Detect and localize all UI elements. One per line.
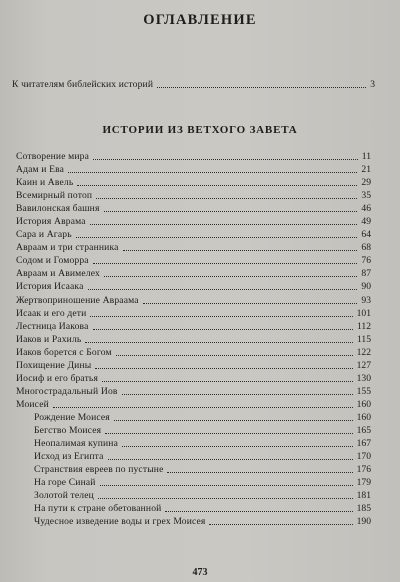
toc-entry xyxy=(16,398,371,411)
toc-entry-label: Многострадальный Иов xyxy=(16,385,118,397)
toc-entry xyxy=(34,450,371,463)
dot-leader xyxy=(122,393,353,395)
toc-entry-label: Авраам и три странника xyxy=(16,242,119,254)
dot-leader xyxy=(90,315,353,317)
dot-leader xyxy=(53,406,353,408)
toc-entry-page: 29 xyxy=(361,177,371,189)
toc-entry-page: 170 xyxy=(356,451,371,463)
dot-leader xyxy=(209,523,353,525)
toc-entry xyxy=(16,254,371,267)
toc-entry-label: Жертвоприношение Авраама xyxy=(16,294,139,306)
dot-leader xyxy=(76,236,357,238)
toc-entry-page: 190 xyxy=(356,516,371,528)
toc-entry xyxy=(16,189,371,202)
toc-entry xyxy=(16,333,371,346)
dot-leader xyxy=(96,197,357,199)
toc-entry xyxy=(16,294,371,307)
toc-entry-label: Авраам и Авимелех xyxy=(16,268,100,280)
toc-entry-label: К читателям библейских историй xyxy=(12,79,154,90)
toc-entry-label: На горе Синай xyxy=(34,477,96,489)
toc-entry-label: Исход из Египта xyxy=(34,451,104,463)
toc-entry xyxy=(16,150,371,163)
toc-entry xyxy=(16,176,371,189)
dot-leader xyxy=(93,262,357,264)
dot-leader xyxy=(93,328,353,330)
toc-entry-label: Лестница Иакова xyxy=(16,320,89,332)
toc-entry-label: Содом и Гоморра xyxy=(16,255,89,267)
toc-entry xyxy=(34,437,371,450)
toc-entry-page: 90 xyxy=(361,281,371,293)
toc-entry xyxy=(34,515,371,528)
dot-leader xyxy=(108,458,353,460)
toc-entry xyxy=(16,215,371,228)
toc-entry-page: 176 xyxy=(356,464,371,476)
dot-leader xyxy=(143,302,357,304)
dot-leader xyxy=(85,341,353,343)
toc-entry-page: 181 xyxy=(356,490,371,502)
toc-list xyxy=(16,150,371,528)
toc-entry-label: Моисей xyxy=(16,398,49,410)
toc-entry-page: 115 xyxy=(356,333,371,345)
toc-entry-label: На пути к стране обетованной xyxy=(34,503,162,515)
dot-leader xyxy=(122,445,353,447)
toc-entry xyxy=(16,372,371,385)
dot-leader xyxy=(102,380,353,382)
toc-entry xyxy=(16,359,371,372)
toc-entry xyxy=(16,163,371,176)
toc-entry-label: История Аврама xyxy=(16,216,86,228)
toc-entry-page: 68 xyxy=(361,242,371,254)
toc-entry-page: 155 xyxy=(356,385,371,397)
dot-leader xyxy=(157,86,366,88)
toc-entry-page: 49 xyxy=(361,216,371,228)
toc-entry-page: 127 xyxy=(356,359,371,371)
dot-leader xyxy=(100,484,353,486)
toc-entry xyxy=(16,280,371,293)
toc-entry-page: 179 xyxy=(356,477,371,489)
toc-entry-label: Чудесное изведение воды и грех Моисея xyxy=(34,516,206,528)
page-number: 473 xyxy=(192,567,208,578)
toc-entry-page: 46 xyxy=(361,203,371,215)
toc-entry-label: Сара и Агарь xyxy=(16,229,72,241)
toc-entry-page: 130 xyxy=(356,372,371,384)
dot-leader xyxy=(104,275,357,277)
dot-leader xyxy=(93,158,358,160)
toc-entry-label: Похищение Дины xyxy=(16,359,92,371)
dot-leader xyxy=(104,210,357,212)
toc-entry xyxy=(16,346,371,359)
dot-leader xyxy=(77,184,357,186)
toc-entry-page: 160 xyxy=(356,398,371,410)
toc-entry xyxy=(16,202,371,215)
toc-entry-label: Рождение Моисея xyxy=(34,411,110,423)
toc-entry xyxy=(16,307,371,320)
toc-entry-label: Всемирный потоп xyxy=(16,190,93,202)
dot-leader xyxy=(105,432,353,434)
toc-entry-page: 64 xyxy=(361,229,371,241)
toc-entry-label: Иаков и Рахиль xyxy=(16,333,82,345)
toc-entry-label: Неопалимая купина xyxy=(34,438,118,450)
dot-leader xyxy=(88,288,357,290)
toc-entry xyxy=(16,385,371,398)
toc-entry-page: 122 xyxy=(356,346,371,358)
toc-entry-page: 101 xyxy=(356,307,371,319)
toc-entry-label: Бегство Моисея xyxy=(34,424,102,436)
toc-entry-intro xyxy=(12,78,375,91)
toc-entry-page: 87 xyxy=(361,268,371,280)
toc-entry xyxy=(16,228,371,241)
toc-entry xyxy=(16,241,371,254)
toc-entry xyxy=(34,502,371,515)
toc-entry-label: История Исаака xyxy=(16,281,84,293)
toc-entry-page: 35 xyxy=(361,190,371,202)
toc-entry xyxy=(34,424,371,437)
toc-entry-page: 3 xyxy=(370,79,375,90)
toc-entry-label: Иаков борется с Богом xyxy=(16,346,112,358)
toc-entry-label: Исаак и его дети xyxy=(16,307,87,319)
dot-leader xyxy=(167,471,353,473)
toc-entry-label: Адам и Ева xyxy=(16,164,65,176)
dot-leader xyxy=(165,510,353,512)
toc-entry-page: 167 xyxy=(356,438,371,450)
dot-leader xyxy=(95,367,353,369)
toc-entry-label: Иосиф и его братья xyxy=(16,372,99,384)
toc-entry-label: Сотворение мира xyxy=(16,151,90,162)
toc-entry-page: 160 xyxy=(356,411,371,423)
dot-leader xyxy=(90,223,357,225)
toc-entry-page: 165 xyxy=(356,424,371,436)
toc-entry-page: 112 xyxy=(356,320,371,332)
dot-leader xyxy=(68,171,357,173)
toc-entry xyxy=(16,320,371,333)
toc-entry-page: 11 xyxy=(361,151,371,162)
toc-entry xyxy=(34,411,371,424)
toc-entry-page: 185 xyxy=(356,503,371,515)
toc-entry xyxy=(34,463,371,476)
toc-entry xyxy=(34,476,371,489)
dot-leader xyxy=(114,419,353,421)
toc-entry xyxy=(16,267,371,280)
toc-entry-page: 93 xyxy=(361,294,371,306)
toc-entry xyxy=(34,489,371,502)
toc-entry-page: 76 xyxy=(361,255,371,267)
toc-entry-label: Странствия евреев по пустыне xyxy=(34,464,164,476)
dot-leader xyxy=(116,354,353,356)
section-title: ИСТОРИИ ИЗ ВЕТХОГО ЗАВЕТА xyxy=(102,124,298,136)
toc-entry-label: Золотой телец xyxy=(34,490,94,502)
toc-entry-page: 21 xyxy=(361,164,371,176)
dot-leader xyxy=(98,497,353,499)
page-title: ОГЛАВЛЕНИЕ xyxy=(143,12,257,28)
toc-entry-label: Каин и Авель xyxy=(16,177,74,189)
dot-leader xyxy=(123,249,357,251)
toc-entry-label: Вавилонская башня xyxy=(16,203,100,215)
